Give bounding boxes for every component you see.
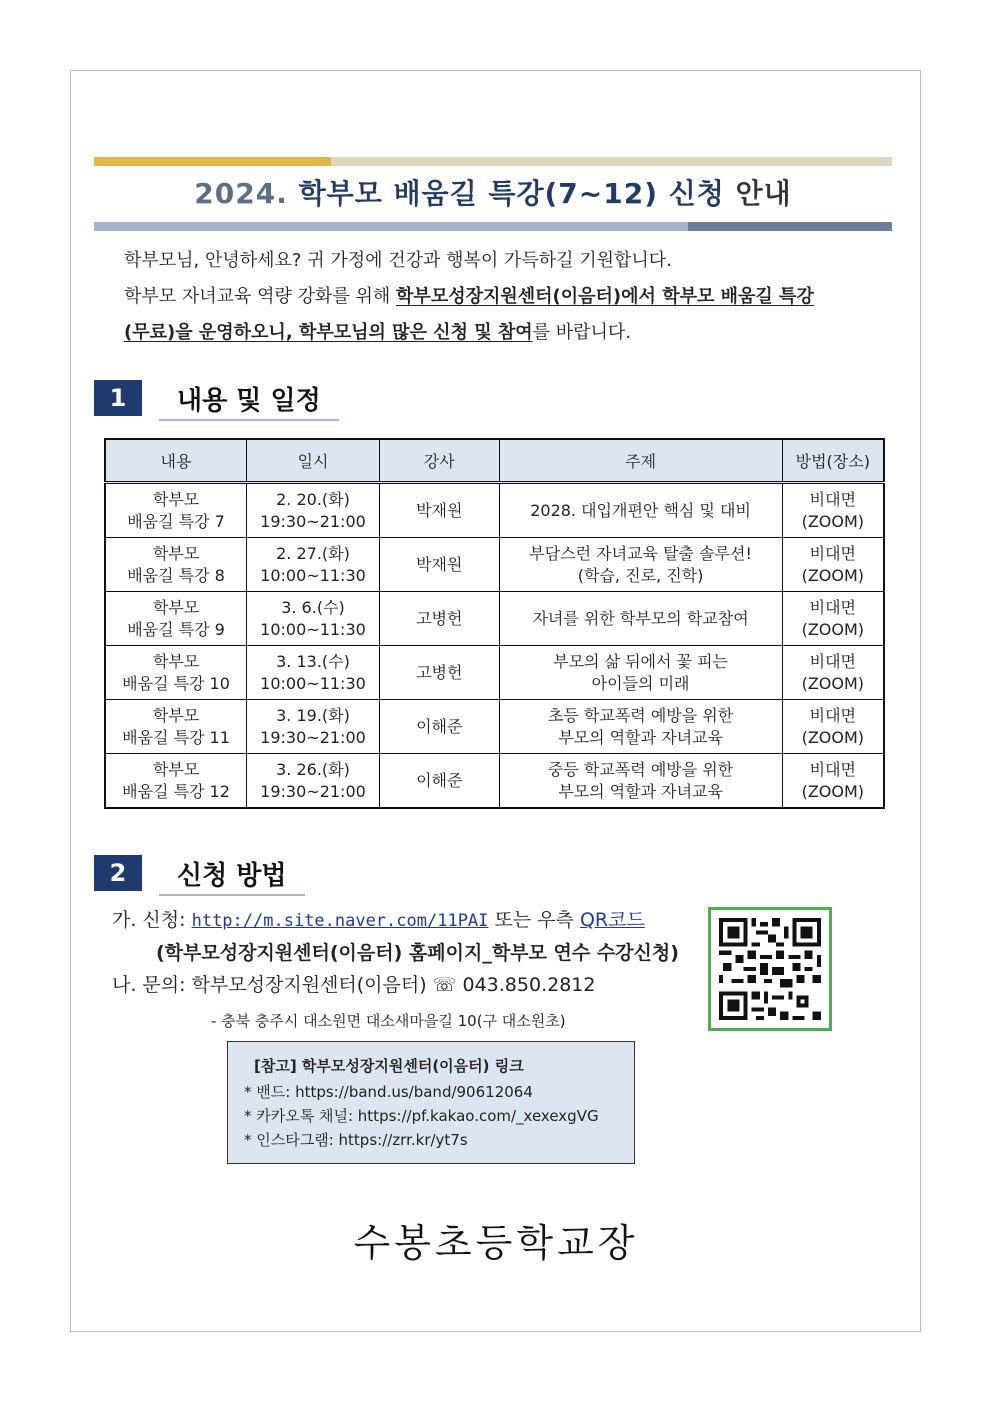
title-year: 2024. [194,177,288,210]
cell-content-line: 학부모 [152,651,200,671]
cell-content [105,483,247,538]
cell-datetime-line: 10:00~11:30 [260,565,366,585]
principal-signature: 수봉초등학교장 [353,1221,639,1265]
reference-kakao: * 카카오톡 채널: https://pf.kakao.com/_xexexgVG [244,1107,599,1125]
title-bottom-accent [688,222,892,231]
cell-content [105,538,247,592]
cell-teacher [379,700,499,754]
cell-method-line: 비대면 [809,543,856,563]
col-header-method: 방법(장소) [782,439,884,483]
cell-method [782,700,884,754]
qr-code-label: QR코드 [579,909,645,931]
intro-line-2 [124,279,894,315]
cell-content [105,592,247,646]
cell-method-line: (ZOOM) [801,727,865,747]
cell-topic-line: 중등 학교폭력 예방을 위한 [547,759,734,779]
apply-item-a [112,904,712,937]
intro-highlight-2: (무료)을 운영하오니, 학부모님의 많은 신청 및 참여 [124,322,533,343]
cell-topic-line: (학습, 진로, 진학) [577,565,704,585]
cell-datetime-line: 3. 13.(수) [276,651,350,671]
cell-content-line: 학부모 [152,489,200,509]
cell-teacher [379,754,499,809]
cell-teacher-line: 고병헌 [416,608,463,628]
qr-code-icon [711,910,829,1028]
cell-method-line: (ZOOM) [801,565,865,585]
cell-method-line: (ZOOM) [801,673,865,693]
intro-paragraph [124,243,894,351]
apply-item-b: 나. 문의: 학부모성장지원센터(이음터) ☏ 043.850.2812 [112,974,596,996]
qr-code-image[interactable] [708,907,832,1031]
cell-datetime [247,700,380,754]
cell-method [782,538,884,592]
cell-teacher-line: 박재원 [416,554,463,574]
cell-datetime [247,754,380,809]
apply-item-a-sub: (학부모성장지원센터(이음터) 홈페이지_학부모 연수 수강신청) [156,942,679,964]
reference-band: * 밴드: https://band.us/band/90612064 [244,1083,533,1101]
cell-method-line: 비대면 [809,759,856,779]
cell-content-line: 배움길 특강 7 [127,511,225,531]
cell-content [105,646,247,700]
cell-method-line: (ZOOM) [801,619,865,639]
cell-teacher [379,592,499,646]
title-main: 학부모 배움길 특강(7~12) 신청 [298,177,725,210]
reference-heading: [참고] 학부모성장지원센터(이음터) 링크 [254,1057,524,1075]
table-row [105,538,884,592]
cell-datetime-line: 2. 20.(화) [276,489,350,509]
cell-datetime-line: 10:00~11:30 [260,673,366,693]
section-1-number: 1 [94,380,142,416]
cell-datetime-line: 10:00~11:30 [260,619,366,639]
intro-line-3 [124,315,894,351]
center-address: - 충북 충주시 대소원면 대소새마을길 10(구 대소원초) [211,1012,566,1030]
cell-content-line: 학부모 [152,759,200,779]
cell-topic [499,646,782,700]
cell-topic-line: 부모의 역할과 자녀교육 [558,781,723,801]
cell-method [782,754,884,809]
cell-teacher-line: 이해준 [416,716,463,736]
cell-datetime [247,592,380,646]
cell-topic [499,592,782,646]
cell-datetime-line: 3. 19.(화) [276,705,350,725]
section-2-title: 신청 방법 [159,855,305,896]
cell-topic [499,754,782,809]
cell-teacher-line: 이해준 [416,770,463,790]
cell-content-line: 배움길 특강 9 [127,619,225,639]
table-header-row [105,439,884,483]
cell-teacher [379,646,499,700]
intro-line-3-text: 를 바랍니다. [532,322,632,343]
apply-url-link[interactable]: http://m.site.naver.com/11PAI [191,911,489,931]
col-header-datetime: 일시 [247,439,380,483]
cell-datetime [247,483,380,538]
cell-content-line: 배움길 특강 12 [122,781,230,801]
table-row [105,646,884,700]
cell-method-line: 비대면 [809,651,856,671]
cell-content [105,754,247,809]
cell-topic-line: 부담스런 자녀교육 탈출 솔루션! [529,543,752,563]
cell-method [782,483,884,538]
section-2-number: 2 [94,855,142,891]
cell-topic [499,483,782,538]
cell-topic-line: 2028. 대입개편안 핵심 및 대비 [530,500,751,520]
reference-instagram: * 인스타그램: https://zrr.kr/yt7s [244,1131,468,1149]
cell-content-line: 학부모 [152,597,200,617]
cell-datetime [247,646,380,700]
cell-method [782,592,884,646]
cell-method-line: 비대면 [809,489,856,509]
title-bottom-bar [94,222,892,231]
section-1-title: 내용 및 일정 [159,380,339,421]
reference-box [227,1041,635,1164]
cell-teacher-line: 박재원 [416,500,463,520]
cell-datetime-line: 3. 26.(화) [276,759,350,779]
cell-topic-line: 부모의 삶 뒤에서 꽃 피는 [553,651,729,671]
cell-topic-line: 자녀를 위한 학부모의 학교참여 [532,608,749,628]
title-top-accent [94,157,331,166]
cell-datetime-line: 19:30~21:00 [260,511,366,531]
title-top-bar [94,157,892,166]
cell-datetime-line: 19:30~21:00 [260,781,366,801]
cell-teacher [379,483,499,538]
table-row [105,592,884,646]
cell-topic-line: 초등 학교폭력 예방을 위한 [547,705,734,725]
col-header-content: 내용 [105,439,247,483]
cell-content-line: 배움길 특강 11 [122,727,230,747]
table-row [105,483,884,538]
cell-content-line: 배움길 특강 8 [127,565,225,585]
apply-info [112,904,712,1001]
schedule-table [104,438,885,809]
col-header-teacher: 강사 [379,439,499,483]
cell-method-line: 비대면 [809,597,856,617]
cell-content-line: 학부모 [152,705,200,725]
cell-method-line: (ZOOM) [801,781,865,801]
cell-content [105,700,247,754]
cell-datetime [247,538,380,592]
cell-teacher [379,538,499,592]
cell-teacher-line: 고병헌 [416,662,463,682]
table-row [105,700,884,754]
cell-topic [499,700,782,754]
cell-content-line: 배움길 특강 10 [122,673,230,693]
cell-datetime-line: 19:30~21:00 [260,727,366,747]
cell-datetime-line: 3. 6.(수) [281,597,345,617]
intro-line-2-text: 학부모 자녀교육 역량 강화를 위해 [124,286,397,307]
table-row [105,754,884,809]
cell-method-line: 비대면 [809,705,856,725]
apply-a-label: 가. 신청: [112,909,192,931]
cell-method-line: (ZOOM) [801,511,865,531]
cell-datetime-line: 2. 27.(화) [276,543,350,563]
cell-method [782,646,884,700]
intro-highlight-1: 학부모성장지원센터(이음터)에서 학부모 배움길 특강 [396,286,814,307]
intro-line-1: 학부모님, 안녕하세요? 귀 가정에 건강과 행복이 가득하길 기원합니다. [124,250,672,271]
title-end: 안내 [735,177,792,210]
col-header-topic: 주제 [499,439,782,483]
apply-a-mid: 또는 우측 [488,909,580,931]
cell-topic-line: 아이들의 미래 [591,673,690,693]
cell-topic-line: 부모의 역할과 자녀교육 [558,727,723,747]
cell-content-line: 학부모 [152,543,200,563]
cell-topic [499,538,782,592]
page-title [94,172,892,212]
